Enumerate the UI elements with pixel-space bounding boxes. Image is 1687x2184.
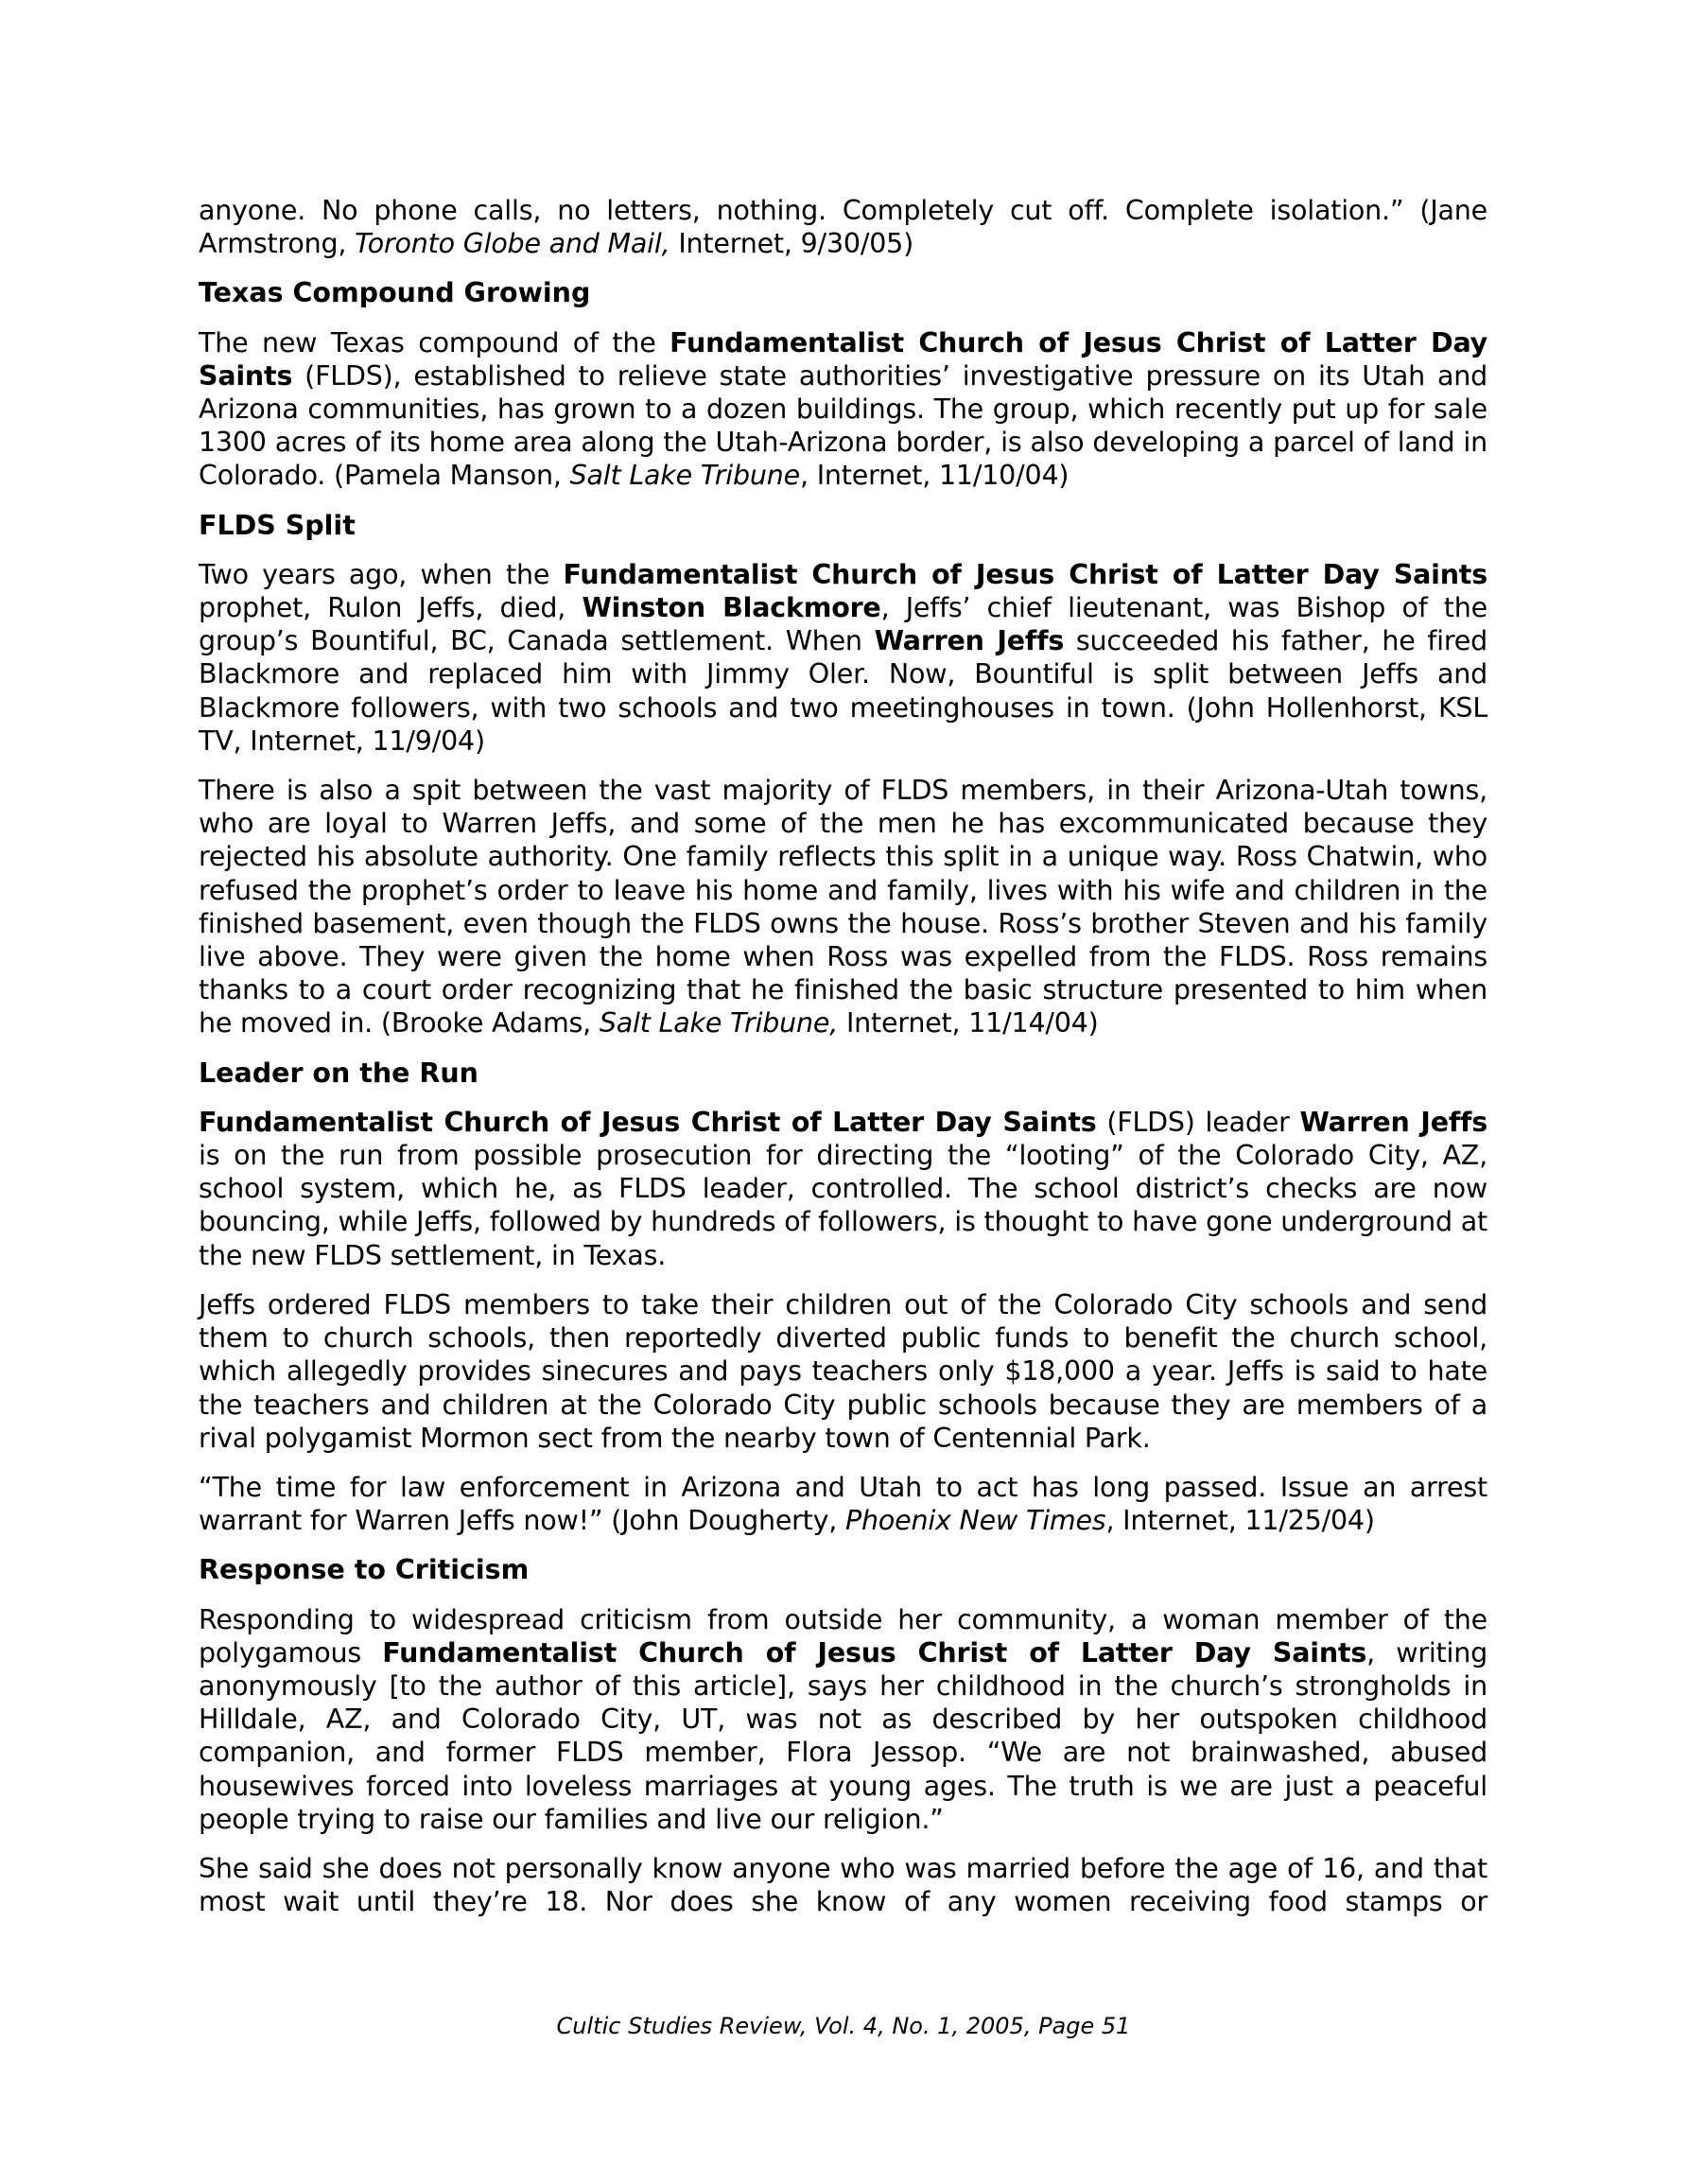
paragraph-texas-compound: The new Texas compound of the Fundamentalist Church of Jesus Christ of Latter Day Saints (FLDS), established to relieve state authorities’ investigative pressure on its Utah and Arizona communities, has grown to a dozen buildings. The group, which recently put up for sale 1300 acres of its home area along the Utah-Arizona border, is also developing a parcel of land in Colorado. (Pamela Manson, Salt Lake Tribune, Internet, 11/10/04): [199, 326, 1487, 492]
bold-church-name: Fundamentalist Church of Jesus Christ of Latter Day Saints: [199, 326, 1487, 392]
source-italic: Salt Lake Tribune: [569, 460, 800, 492]
paragraph-response-to-criticism: Responding to widespread criticism from outside her community, a woman member of the polygamous Fundamentalist Church of Jesus Christ of Latter Day Saints, writing anonymously [to the author of this article], says her childhood in the church’s strongholds in Hilldale, AZ, and Colorado City, UT, was not as described by her outspoken childhood companion, and former FLDS member, Flora Jessop. “We are not brainwashed, abused housewives forced into loveless marriages at young ages. The truth is we are just a peaceful people trying to raise our families and live our religion.”: [199, 1603, 1488, 1835]
section-heading-response-to-criticism: Response to Criticism: [199, 1554, 530, 1586]
section-heading-leader-on-run: Leader on the Run: [199, 1057, 478, 1089]
document-body: [199, 194, 1487, 1934]
paragraph-church-schools: Jeffs ordered FLDS members to take their children out of the Colorado City schools and send them to church schools, then reportedly diverted public funds to benefit the church school, which allegedly provides sinecures and pays teachers only $18,000 a year. Jeffs is said to hate the teachers and children at the Colorado City public schools because they are members of a rival polygamist Mormon sect from the nearby town of Centennial Park.: [199, 1288, 1487, 1454]
bold-church-name: Fundamentalist Church of Jesus Christ of Latter Day Saints: [199, 1106, 1097, 1138]
section-heading-flds-split: FLDS Split: [199, 509, 356, 541]
source-italic: Salt Lake Tribune,: [599, 1007, 839, 1040]
bold-person-name: Warren Jeffs: [874, 625, 1065, 657]
paragraph-flds-split: Two years ago, when the Fundamentalist Church of Jesus Christ of Latter Day Saints prophet, Rulon Jeffs, died, Winston Blackmore, Jeffs’ chief lieutenant, was Bishop of the group’s Bountiful, BC, Canada settlement. When Warren Jeffs succeeded his father, he fired Blackmore and replaced him with Jimmy Oler. Now, Bountiful is split between Jeffs and Blackmore followers, with two schools and two meetinghouses in town. (John Hollenhorst, KSL TV, Internet, 11/9/04): [199, 558, 1487, 757]
paragraph-marriage-age: She said she does not personally know anyone who was married before the age of 16, and that most wait until they’re 18. Nor does she know of any women receiving food stamps or: [199, 1852, 1487, 1918]
bold-church-name: Fundamentalist Church of Jesus Christ of Latter Day Saints: [382, 1636, 1367, 1669]
source-italic: Phoenix New Times: [845, 1505, 1106, 1537]
paragraph-isolation-quote: anyone. No phone calls, no letters, nothing. Completely cut off. Complete isolation.” (Jane Armstrong, Toronto Globe and Mail, Internet, 9/30/05): [199, 195, 1487, 260]
bold-person-name: Winston Blackmore: [582, 592, 881, 624]
bold-church-name: Fundamentalist Church of Jesus Christ of Latter Day Saints: [563, 558, 1487, 590]
source-italic: Toronto Globe and Mail,: [355, 228, 670, 260]
section-heading-texas-compound: Texas Compound Growing: [199, 277, 591, 309]
bold-person-name: Warren Jeffs: [1299, 1106, 1488, 1138]
paragraph-chatwin-family: There is also a spit between the vast majority of FLDS members, in their Arizona-Utah towns, who are loyal to Warren Jeffs, and some of the men he has excommunicated because they rejected his absolute authority. One family reflects this split in a unique way. Ross Chatwin, who refused the prophet’s order to leave his home and family, lives with his wife and children in the finished basement, even though the FLDS owns the house. Ross’s brother Steven and his family live above. They were given the home when Ross was expelled from the FLDS. Ross remains thanks to a court order recognizing that he finished the basic structure presented to him when he moved in. (Brooke Adams, Salt Lake Tribune, Internet, 11/14/04): [199, 775, 1487, 1040]
paragraph-leader-on-run: Fundamentalist Church of Jesus Christ of Latter Day Saints (FLDS) leader Warren Jeffs is on the run from possible prosecution for directing the “looting” of the Colorado City, AZ, school system, which he, as FLDS leader, controlled. The school district’s checks are now bouncing, while Jeffs, followed by hundreds of followers, is thought to have gone underground at the new FLDS settlement, in Texas.: [199, 1106, 1488, 1271]
paragraph-arrest-quote: “The time for law enforcement in Arizona and Utah to act has long passed. Issue an arrest warrant for Warren Jeffs now!” (John Dougherty, Phoenix New Times, Internet, 11/25/04): [199, 1471, 1487, 1537]
page-footer: Cultic Studies Review, Vol. 4, No. 1, 2005, Page 51: [556, 2013, 1131, 2039]
